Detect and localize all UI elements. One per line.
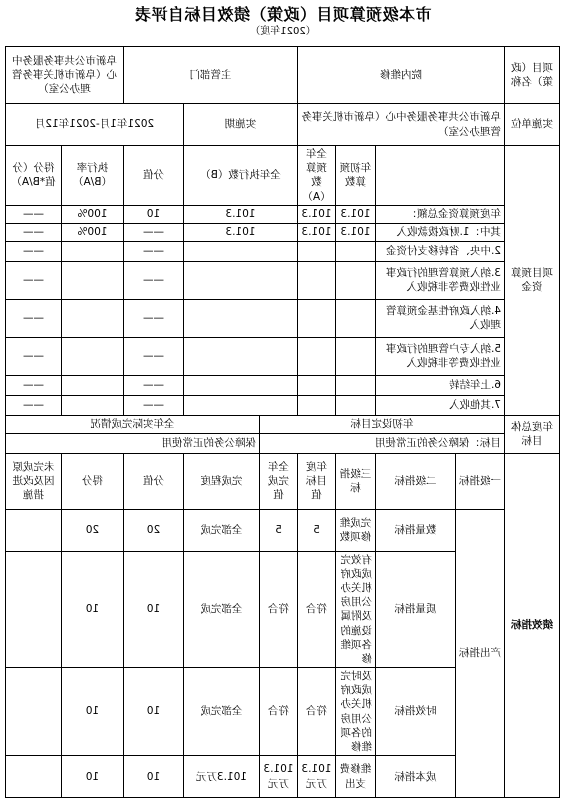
indicator-target: 101.3万元 (298, 756, 336, 798)
budget-cell: 101.3 (336, 223, 376, 241)
indicator-level3: 有效完成政府机关办公用房及附属设施的各项维修 (336, 551, 376, 667)
indicator-target: 符合 (298, 551, 336, 667)
indicator-score: 20 (61, 509, 123, 551)
indicator-level3: 维修费支出 (336, 756, 376, 798)
budget-cell (298, 395, 336, 415)
indicator-degree: 全部完成 (184, 509, 260, 551)
header-level1: 一级指标 (456, 453, 505, 509)
budget-cell: —— (5, 395, 61, 415)
budget-cell (336, 299, 376, 337)
budget-cell: 101.3 (184, 223, 298, 241)
budget-cell: —— (5, 375, 61, 395)
budget-cell (298, 337, 336, 375)
indicator-actual: 符合 (260, 551, 298, 667)
budget-cell: 100% (61, 223, 123, 241)
goals-planned-value: 目标：保障公务的正常使用 (260, 433, 505, 453)
budget-cell (336, 261, 376, 299)
dept-value: 阜新市公共事务服务中心（阜新市机关事务管理办公室） (5, 47, 123, 104)
indicator-level3: 及时完成政府机关办公用房的各项维修 (336, 668, 376, 756)
header-target: 年度目标值 (298, 453, 336, 509)
indicator-reason (5, 509, 61, 551)
budget-cell (336, 241, 376, 261)
header-full-year-budget: 全年预算数（A） (298, 146, 336, 206)
indicator-level2: 质量指标 (376, 551, 456, 667)
page-subtitle: （2021年度） (250, 26, 316, 37)
header-degree: 完成程度 (184, 453, 260, 509)
period-value: 2021年1月-2021年12月 (5, 104, 183, 146)
budget-cell (184, 241, 298, 261)
budget-cell (298, 375, 336, 395)
indicator-reason (5, 756, 61, 798)
performance-indicators-label: 绩效指标 (505, 453, 560, 797)
project-name-value: 院内维修 (298, 47, 505, 104)
budget-cell (336, 337, 376, 375)
budget-row-label: 6.上年结转 (376, 375, 505, 395)
goals-actual-header: 全年实际完成情况 (5, 415, 259, 433)
header-score-weight: 分值 (123, 146, 183, 206)
header-level3: 三级指标 (336, 453, 376, 509)
output-indicator-label: 产出指标 (456, 509, 505, 797)
budget-cell (61, 241, 123, 261)
budget-row-label: 年度预算资金总额： (376, 205, 505, 223)
budget-cell (184, 375, 298, 395)
header-level2: 二级指标 (376, 453, 456, 509)
budget-cell (184, 337, 298, 375)
budget-cell (336, 395, 376, 415)
indicator-target: 符合 (298, 668, 336, 756)
indicator-level2: 时效指标 (376, 668, 456, 756)
budget-cell (298, 261, 336, 299)
budget-cell (61, 375, 123, 395)
indicator-reason (5, 551, 61, 667)
indicator-degree: 全部完成 (184, 668, 260, 756)
impl-unit-value: 阜新市公共事务服务中心（阜新市机关事务管理办公室） (298, 104, 505, 146)
indicator-degree: 全部完成 (184, 551, 260, 667)
budget-cell: —— (123, 241, 183, 261)
indicator-reason (5, 668, 61, 756)
header-weight: 分值 (123, 453, 183, 509)
goals-actual-value: 保障公务的正常使用 (5, 433, 259, 453)
budget-cell (184, 299, 298, 337)
budget-cell (61, 299, 123, 337)
budget-cell (61, 395, 123, 415)
budget-cell: —— (5, 223, 61, 241)
indicator-level2: 成本指标 (376, 756, 456, 798)
indicator-score: 10 (61, 756, 123, 798)
budget-cell (336, 375, 376, 395)
header-init-budget: 年初预算数 (336, 146, 376, 206)
budget-row-label: 5.纳入专户管理的行政事业性收费等非税收入 (376, 337, 505, 375)
budget-cell: —— (123, 375, 183, 395)
indicator-weight: 10 (123, 551, 183, 667)
dept-label: 主管部门 (123, 47, 297, 104)
budget-row-label: 7.其他收入 (376, 395, 505, 415)
header-exec-rate: 执行率（B/A） (61, 146, 123, 206)
budget-cell: 10 (123, 205, 183, 223)
impl-unit-label: 实施单位 (505, 104, 560, 146)
budget-row-label: 3.纳入预算管理的行政事业性收费等非税收入 (376, 261, 505, 299)
budget-cell (61, 261, 123, 299)
indicator-degree: 101.3万元 (184, 756, 260, 798)
budget-header-blank (376, 146, 505, 206)
indicator-target: 5 (298, 509, 336, 551)
indicator-level3: 完成维修项数 (336, 509, 376, 551)
budget-row-label: 其中：1.财政拨款收入 (376, 223, 505, 241)
budget-cell: —— (123, 223, 183, 241)
budget-cell (184, 395, 298, 415)
budget-cell (298, 299, 336, 337)
indicator-actual: 101.3万元 (260, 756, 298, 798)
budget-section-label: 项目预算资金 (505, 146, 560, 416)
indicator-weight: 10 (123, 756, 183, 798)
budget-row-label: 4.纳入政府性基金预算管理收入 (376, 299, 505, 337)
indicator-actual: 5 (260, 509, 298, 551)
header-reason: 未完成原因及改进措施 (5, 453, 61, 509)
budget-cell: —— (5, 299, 61, 337)
period-label: 实施期 (184, 104, 298, 146)
budget-cell (298, 241, 336, 261)
indicator-score: 10 (61, 668, 123, 756)
budget-cell: —— (5, 261, 61, 299)
budget-cell: —— (5, 241, 61, 261)
budget-cell: —— (5, 205, 61, 223)
budget-cell: —— (123, 299, 183, 337)
budget-cell: 101.3 (184, 205, 298, 223)
budget-cell: 101.3 (298, 205, 336, 223)
budget-cell: —— (5, 337, 61, 375)
budget-cell: 100% (61, 205, 123, 223)
budget-cell: 101.3 (336, 205, 376, 223)
budget-row-label: 2.中央、省转移支付资金 (376, 241, 505, 261)
budget-cell (184, 261, 298, 299)
header-exec: 全年执行数（B） (184, 146, 298, 206)
indicator-weight: 10 (123, 668, 183, 756)
project-name-label: 项目（政策）名称 (505, 47, 560, 104)
budget-cell: 101.3 (298, 223, 336, 241)
header-score: 得分（分值*B/A） (5, 146, 61, 206)
goals-section-label: 年度总体目标 (505, 415, 560, 453)
budget-cell: —— (123, 261, 183, 299)
budget-cell (61, 337, 123, 375)
indicator-actual: 符合 (260, 668, 298, 756)
budget-cell: —— (123, 395, 183, 415)
header-actual: 全年完成值 (260, 453, 298, 509)
indicator-weight: 20 (123, 509, 183, 551)
page-title: 市本级预算项目（政策）绩效目标自评表 (134, 5, 432, 24)
goals-planned-header: 年初设定目标 (260, 415, 505, 433)
indicator-level2: 数量指标 (376, 509, 456, 551)
budget-cell: —— (123, 337, 183, 375)
indicator-score: 10 (61, 551, 123, 667)
evaluation-table (5, 46, 560, 798)
header-score: 得分 (61, 453, 123, 509)
